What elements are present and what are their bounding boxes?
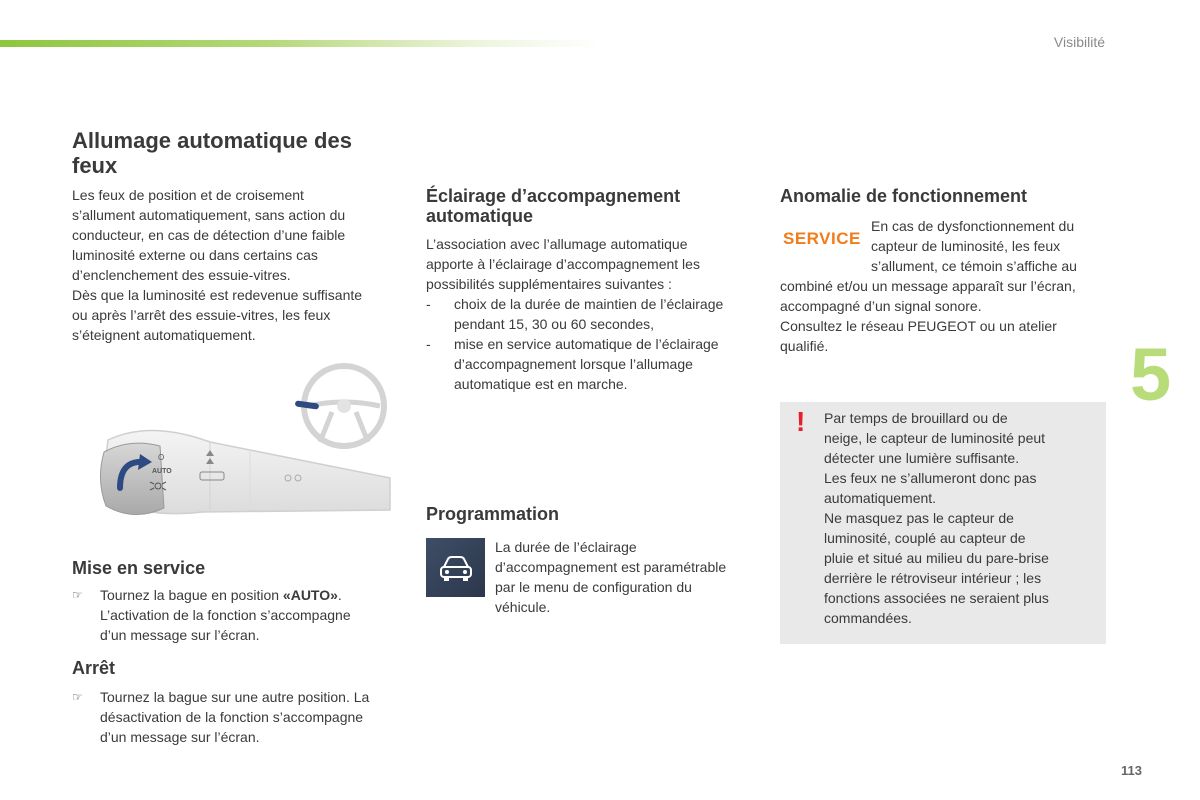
- note-line: détecter une lumière suffisante.: [824, 450, 1020, 466]
- mise-en-service-step: [72, 585, 402, 645]
- step-text: désactivation de la fonction s’accompagne: [100, 709, 364, 725]
- intro-line: Les feux de position et de croisement: [72, 187, 304, 203]
- list-item: [426, 294, 766, 334]
- dash-marker: -: [426, 296, 431, 312]
- step-item: [72, 585, 402, 645]
- accompagnement-heading: [426, 186, 756, 226]
- body-line: s’allument, ce témoin s’affiche au: [871, 258, 1077, 274]
- step-text: Tournez la bague en position: [100, 587, 283, 603]
- step-item: [72, 687, 402, 747]
- note-line: neige, le capteur de luminosité peut: [824, 430, 1046, 446]
- intro-line: Dès que la luminosité est redevenue suffisante: [72, 287, 363, 303]
- arret-step: [72, 687, 402, 747]
- intro-paragraph: [72, 185, 392, 345]
- list-item: [426, 334, 766, 394]
- step-text: d’un message sur l’écran.: [100, 729, 260, 745]
- arret-heading: Arrêt: [72, 658, 116, 678]
- section-title: Visibilité: [1053, 34, 1105, 50]
- light-ring: [100, 443, 164, 514]
- pointing-hand-icon: ☞: [72, 588, 83, 602]
- options-list: [426, 294, 766, 394]
- mise-en-service-heading: Mise en service: [72, 558, 206, 578]
- header-accent-bar: [0, 40, 600, 47]
- anomalie-body: [780, 276, 1110, 356]
- step-text: d’un message sur l’écran.: [100, 627, 260, 643]
- note-line: fonctions associées ne seraient plus: [824, 590, 1049, 606]
- step-auto-value: «AUTO»: [282, 587, 338, 603]
- note-text: [824, 408, 1092, 628]
- list-line: automatique est en marche.: [454, 376, 628, 392]
- anomalie-heading: Anomalie de fonctionnement: [780, 186, 1028, 206]
- body-line: accompagné d’un signal sonore.: [780, 298, 982, 314]
- accompagnement-body: [426, 234, 766, 394]
- step-text: .: [337, 587, 342, 603]
- intro-line: s’éteignent automatiquement.: [72, 327, 256, 343]
- steering-wheel-icon: [295, 366, 384, 446]
- programmation-body: [495, 537, 765, 617]
- body-line: La durée de l’éclairage: [495, 539, 637, 555]
- pointing-hand-icon: ☞: [72, 690, 83, 704]
- chapter-number: 5: [1130, 333, 1172, 416]
- body-line: apporte à l’éclairage d’accompagnement les: [426, 256, 700, 272]
- body-line: qualifié.: [780, 338, 829, 354]
- intro-line: luminosité externe ou dans certains cas: [72, 247, 318, 263]
- note-line: Par temps de brouillard ou de: [824, 410, 1008, 426]
- list-line: d’accompagnement lorsque l’allumage: [454, 356, 693, 372]
- step-text: Tournez la bague sur une autre position. La: [100, 689, 370, 705]
- warning-note: [780, 402, 1106, 644]
- body-line: possibilités supplémentaires suivantes :: [426, 276, 672, 292]
- note-line: Les feux ne s’allumeront donc pas: [824, 470, 1037, 486]
- list-line: mise en service automatique de l’éclairage: [454, 336, 719, 352]
- dash-marker: -: [426, 336, 431, 352]
- body-line: Consultez le réseau PEUGEOT ou un atelier: [780, 318, 1057, 334]
- ring-label-auto: AUTO: [152, 468, 172, 475]
- heading-line: automatique: [426, 206, 534, 226]
- programmation-heading: Programmation: [426, 504, 560, 524]
- note-line: pluie et situé au milieu du pare-brise: [824, 550, 1049, 566]
- heading-line: Éclairage d’accompagnement: [426, 186, 681, 206]
- step-text: L’activation de la fonction s’accompagne: [100, 607, 351, 623]
- note-line: automatiquement.: [824, 490, 937, 506]
- page-title: Allumage automatique des feux: [72, 128, 352, 178]
- intro-line: ou après l’arrêt des essuie-vitres, les feux: [72, 307, 331, 323]
- car-settings-icon: [426, 538, 485, 597]
- service-warning-icon: SERVICE: [783, 229, 861, 248]
- body-line: d’accompagnement est paramétrable: [495, 559, 727, 575]
- page-number: 113: [1121, 763, 1142, 778]
- list-line: choix de la durée de maintien de l’éclairage: [454, 296, 724, 312]
- body-line: par le menu de configuration du: [495, 579, 692, 595]
- note-line: derrière le rétroviseur intérieur ; les: [824, 570, 1042, 586]
- body-line: En cas de dysfonctionnement du: [871, 218, 1075, 234]
- note-line: commandées.: [824, 610, 912, 626]
- intro-line: s’allument automatiquement, sans action du: [72, 207, 346, 223]
- body-line: combiné et/ou un message apparaît sur l’écran,: [780, 278, 1076, 294]
- ring-label-o: O: [158, 453, 165, 462]
- body-line: véhicule.: [495, 599, 551, 615]
- exclamation-icon: !: [796, 406, 806, 437]
- body-line: L’association avec l’allumage automatique: [426, 236, 688, 252]
- note-line: luminosité, couplé au capteur de: [824, 530, 1026, 546]
- anomalie-body-indented: [871, 216, 1111, 276]
- intro-line: d’enclenchement des essuie-vitres.: [72, 267, 291, 283]
- note-line: Ne masquez pas le capteur de: [824, 510, 1014, 526]
- body-line: capteur de luminosité, les feux: [871, 238, 1061, 254]
- intro-line: conducteur, en cas de détection d’une faible: [72, 227, 346, 243]
- list-line: pendant 15, 30 ou 60 secondes,: [454, 316, 655, 332]
- lighting-stalk-illustration: [90, 360, 402, 530]
